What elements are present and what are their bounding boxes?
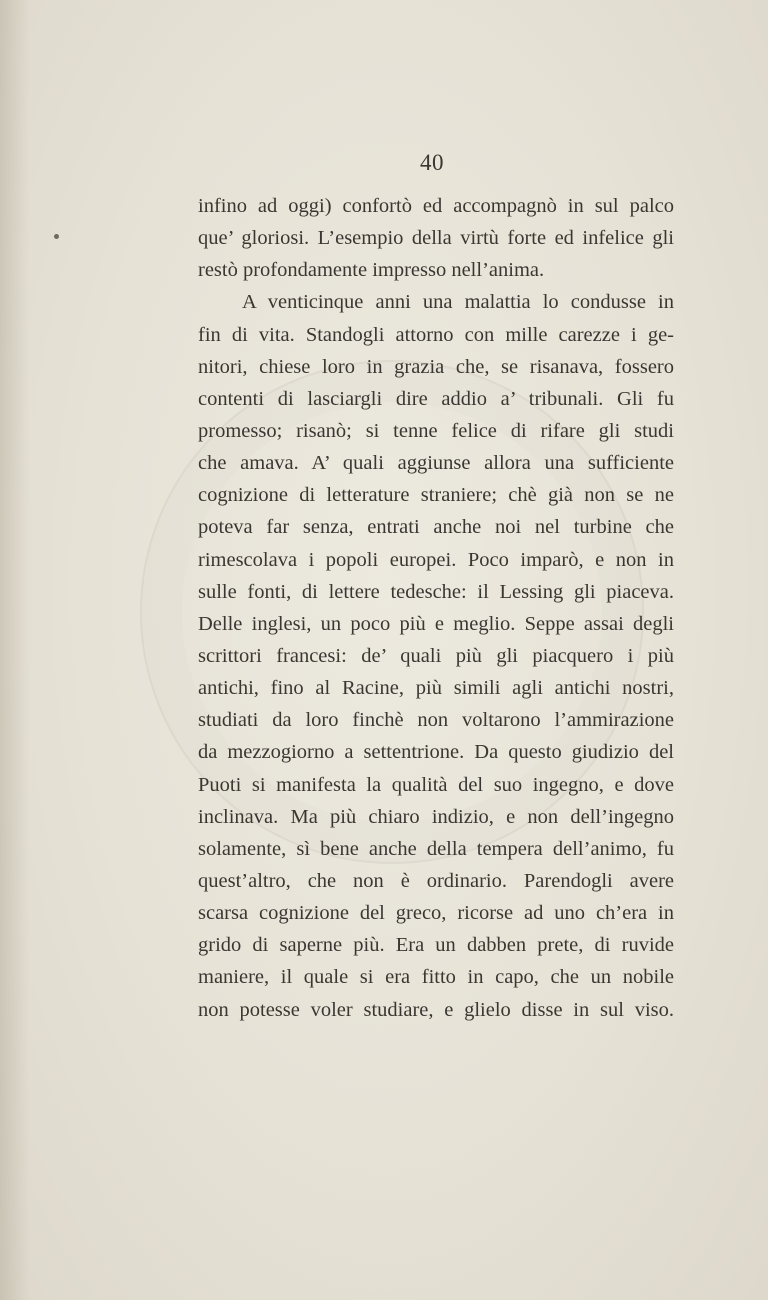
text-line: rimescolava i popoli europei. Poco imparò, e non in [198,548,674,571]
text-line: inclinava. Ma più chiaro indizio, e non dell’ingegno [198,805,674,828]
text-line: fin di vita. Standogli attorno con mille carezze i ge- [198,323,674,346]
text-line: A venticinque anni una malattia lo condusse in [242,291,674,314]
text-line: sulle fonti, di lettere tedesche: il Lessing gli piaceva. [198,580,674,603]
text-line: que’ gloriosi. L’esempio della virtù forte ed infelice gli [198,227,674,250]
text-line: scarsa cognizione del greco, ricorse ad uno ch’era in [198,902,674,925]
text-line: infino ad oggi) confortò ed accompagnò in sul palco [198,195,674,217]
text-line: contenti di lasciargli dire addio a’ tribunali. Gli fu [198,387,674,410]
text-line: promesso; risanò; si tenne felice di rifare gli studi [198,419,674,442]
text-line: cognizione di letterature straniere; chè già non se ne [198,484,674,507]
text-line: maniere, il quale si era fitto in capo, che un nobile [198,966,674,989]
text-line: da mezzogiorno a settentrione. Da questo giudizio del [198,741,674,764]
text-line: solamente, sì bene anche della tempera dell’animo, fu [198,837,674,860]
page-number: 40 [420,150,444,175]
text-line: restò profondamente impresso nell’anima. [198,259,545,282]
ink-speck [54,234,59,239]
text-line: quest’altro, che non è ordinario. Parendogli avere [198,869,674,892]
body-text [198,190,674,1026]
text-line: Delle inglesi, un poco più e meglio. Seppe assai degli [198,612,674,635]
text-line: antichi, fino al Racine, più simili agli antichi nostri, [198,677,674,700]
text-line: nitori, chiese loro in grazia che, se risanava, fossero [198,355,674,378]
text-line: che amava. A’ quali aggiunse allora una sufficiente [198,452,674,475]
text-line: grido di saperne più. Era un dabben prete, di ruvide [198,934,674,957]
text-line: studiati da loro finchè non voltarono l’ammirazione [198,709,674,732]
text-line: scrittori francesi: de’ quali più gli piacquero i più [198,644,674,667]
text-line: Puoti si manifesta la qualità del suo ingegno, e dove [198,773,674,796]
page-edge-shadow [0,0,30,1300]
text-line: poteva far senza, entrati anche noi nel turbine che [198,516,674,539]
text-line: non potesse voler studiare, e glielo disse in sul viso. [198,998,674,1021]
